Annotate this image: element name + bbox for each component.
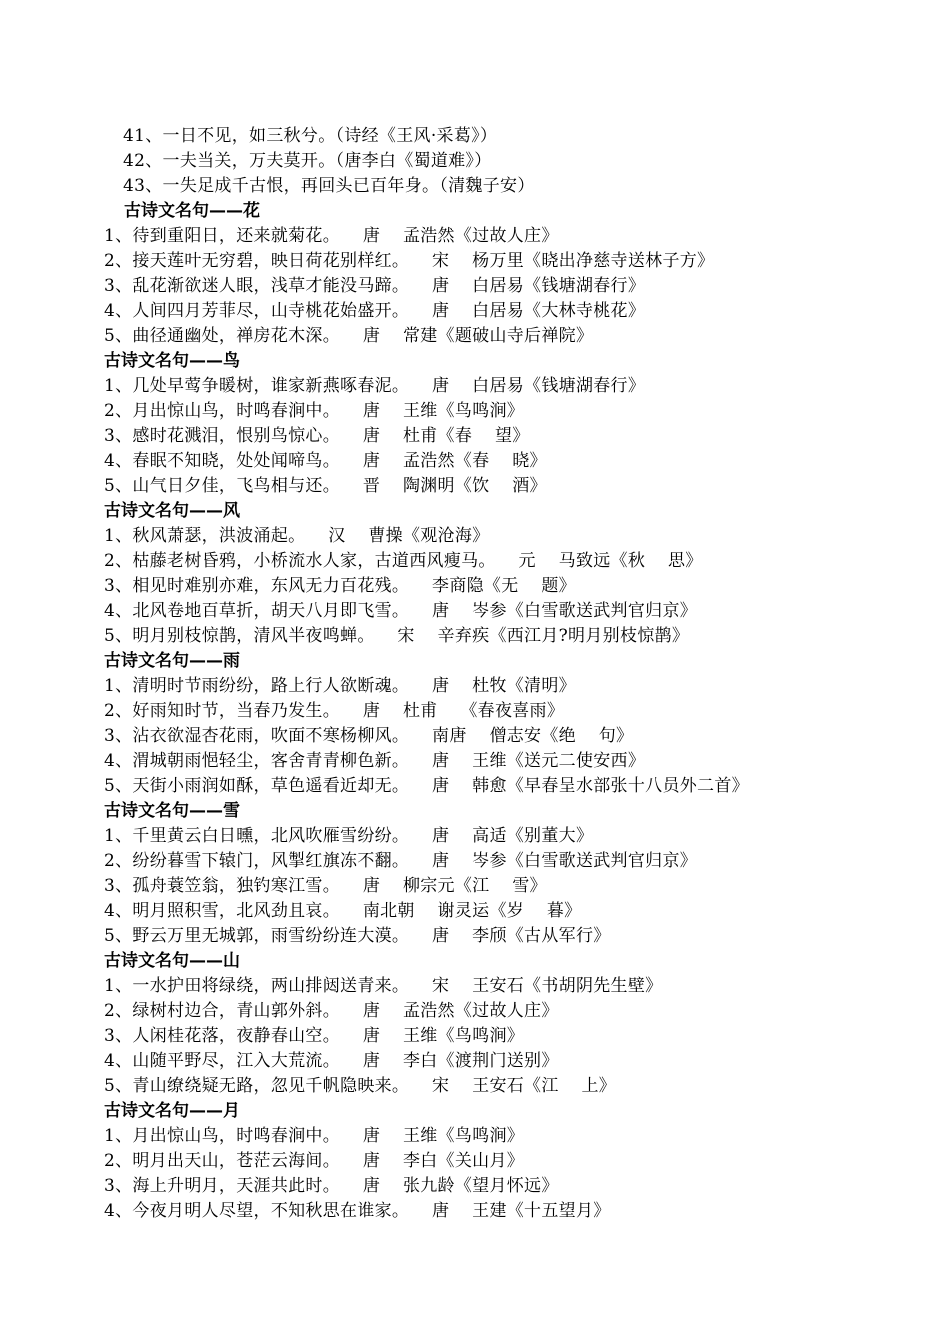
verse-line: 4、今夜月明人尽望，不知秋思在谁家。 唐 王建《十五望月》 (104, 1201, 611, 1221)
verse-line: 3、人闲桂花落，夜静春山空。 唐 王维《鸟鸣涧》 (104, 1026, 525, 1046)
section-heading: 古诗文名句——山 (104, 951, 240, 971)
verse-line: 2、月出惊山鸟，时鸣春涧中。 唐 王维《鸟鸣涧》 (104, 401, 525, 421)
intro-line: 41、一日不见，如三秋兮。（诗经《王风·采葛》） (123, 126, 498, 146)
intro-line: 42、一夫当关，万夫莫开。（唐李白《蜀道难》） (123, 151, 492, 171)
section-flower (104, 199, 934, 349)
verse-line: 1、几处早莺争暖树，谁家新燕啄春泥。 唐 白居易《钱塘湖春行》 (104, 376, 646, 396)
verse-line: 2、绿树村边合，青山郭外斜。 唐 孟浩然《过故人庄》 (104, 1001, 559, 1021)
section-wind (104, 499, 934, 649)
verse-line: 1、月出惊山鸟，时鸣春涧中。 唐 王维《鸟鸣涧》 (104, 1126, 525, 1146)
verse-line: 2、纷纷暮雪下辕门，风掣红旗冻不翻。 唐 岑参《白雪歌送武判官归京》 (104, 851, 698, 871)
verse-line: 1、清明时节雨纷纷，路上行人欲断魂。 唐 杜牧《清明》 (104, 676, 576, 696)
verse-line: 3、相见时难别亦难，东风无力百花残。 李商隐《无 题》 (104, 576, 576, 596)
verse-line: 5、曲径通幽处，禅房花木深。 唐 常建《题破山寺后禅院》 (104, 326, 594, 346)
section-heading: 古诗文名句——花 (124, 201, 260, 221)
verse-line: 5、山气日夕佳，飞鸟相与还。 晋 陶渊明《饮 酒》 (104, 476, 547, 496)
verse-line: 5、青山缭绕疑无路，忽见千帆隐映来。 宋 王安石《江 上》 (104, 1076, 617, 1096)
verse-line: 4、人间四月芳菲尽，山寺桃花始盛开。 唐 白居易《大林寺桃花》 (104, 301, 646, 321)
intro-line: 43、一失足成千古恨，再回头已百年身。（清魏子安） (123, 176, 535, 196)
verse-line: 1、待到重阳日，还来就菊花。 唐 孟浩然《过故人庄》 (104, 226, 559, 246)
verse-line: 3、孤舟蓑笠翁，独钓寒江雪。 唐 柳宗元《江 雪》 (104, 876, 547, 896)
verse-line: 1、一水护田将绿绕，两山排闼送青来。 宋 王安石《书胡阴先生壁》 (104, 976, 663, 996)
poem-sections (104, 199, 934, 1224)
verse-line: 4、明月照积雪，北风劲且哀。 南北朝 谢灵运《岁 暮》 (104, 901, 582, 921)
section-rain (104, 649, 934, 799)
section-heading: 古诗文名句——雪 (104, 801, 240, 821)
verse-line: 2、好雨知时节，当春乃发生。 唐 杜甫 《春夜喜雨》 (104, 701, 565, 721)
intro-lines (123, 124, 535, 199)
verse-line: 1、秋风萧瑟，洪波涌起。 汉 曹操《观沧海》 (104, 526, 490, 546)
verse-line: 1、千里黄云白日曛，北风吹雁雪纷纷。 唐 高适《别董大》 (104, 826, 594, 846)
verse-line: 2、接天莲叶无穷碧，映日荷花别样红。 宋 杨万里《晓出净慈寺送林子方》 (104, 251, 715, 271)
section-heading: 古诗文名句——月 (104, 1101, 240, 1121)
verse-line: 4、山随平野尽，江入大荒流。 唐 李白《渡荆门送别》 (104, 1051, 559, 1071)
verse-line: 2、枯藤老树昏鸦，小桥流水人家，古道西风瘦马。 元 马致远《秋 思》 (104, 551, 703, 571)
section-snow (104, 799, 934, 949)
section-mountain (104, 949, 934, 1099)
verse-line: 3、海上升明月，天涯共此时。 唐 张九龄《望月怀远》 (104, 1176, 559, 1196)
section-heading: 古诗文名句——雨 (104, 651, 240, 671)
verse-line: 4、北风卷地百草折，胡天八月即飞雪。 唐 岑参《白雪歌送武判官归京》 (104, 601, 698, 621)
verse-line: 5、明月别枝惊鹊，清风半夜鸣蝉。 宋 辛弃疾《西江月?明月别枝惊鹊》 (104, 626, 690, 646)
verse-line: 2、明月出天山，苍茫云海间。 唐 李白《关山月》 (104, 1151, 525, 1171)
verse-line: 3、感时花溅泪，恨别鸟惊心。 唐 杜甫《春 望》 (104, 426, 530, 446)
section-bird (104, 349, 934, 499)
section-heading: 古诗文名句——风 (104, 501, 240, 521)
section-moon (104, 1099, 934, 1224)
verse-line: 3、乱花渐欲迷人眼，浅草才能没马蹄。 唐 白居易《钱塘湖春行》 (104, 276, 646, 296)
verse-line: 4、春眠不知晓，处处闻啼鸟。 唐 孟浩然《春 晓》 (104, 451, 547, 471)
verse-line: 3、沾衣欲湿杏花雨，吹面不寒杨柳风。 南唐 僧志安《绝 句》 (104, 726, 634, 746)
verse-line: 5、天街小雨润如酥，草色遥看近却无。 唐 韩愈《早春呈水部张十八员外二首》 (104, 776, 749, 796)
verse-line: 4、渭城朝雨悒轻尘，客舍青青柳色新。 唐 王维《送元二使安西》 (104, 751, 646, 771)
section-heading: 古诗文名句——鸟 (104, 351, 240, 371)
verse-line: 5、野云万里无城郭，雨雪纷纷连大漠。 唐 李颀《古从军行》 (104, 926, 611, 946)
